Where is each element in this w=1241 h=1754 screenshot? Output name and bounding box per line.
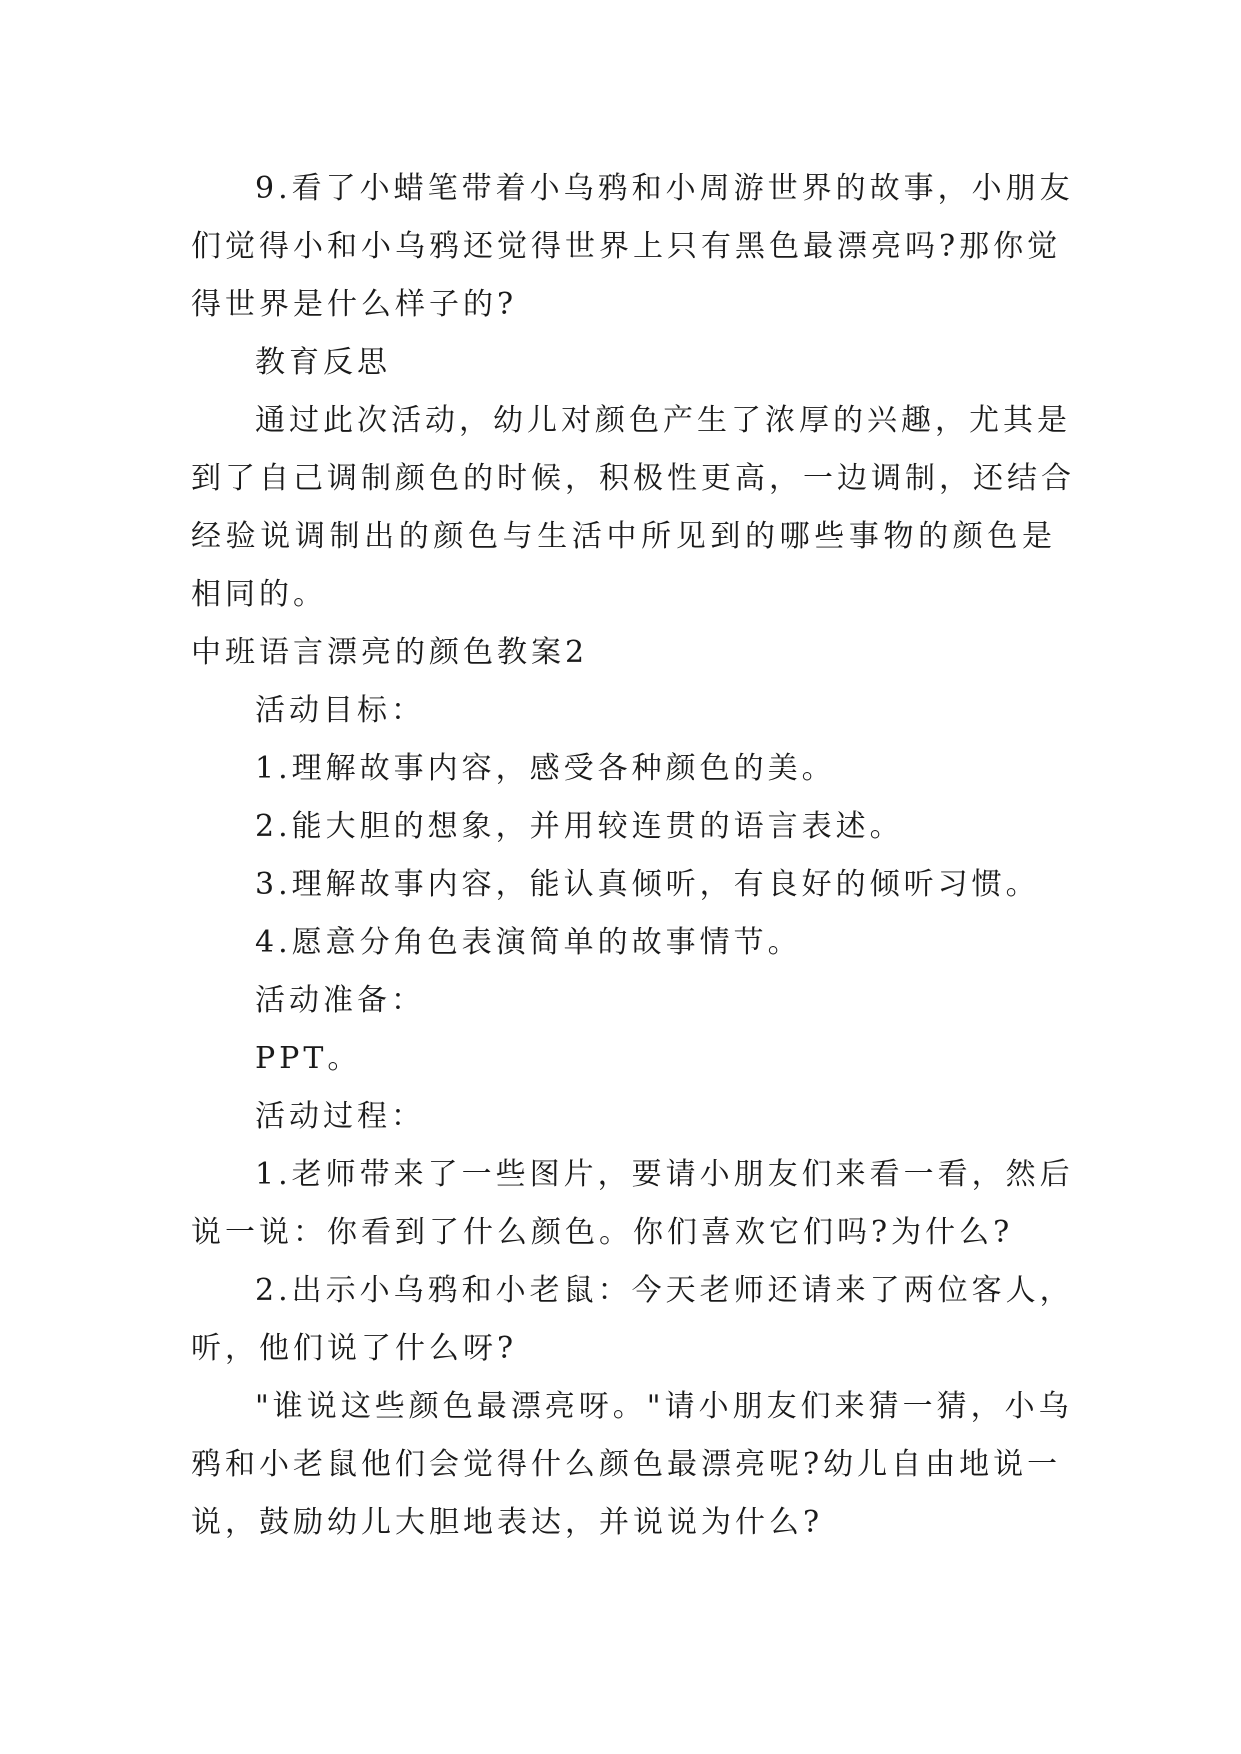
document-page	[191, 160, 1075, 1552]
paragraph-line: 9.看了小蜡笔带着小乌鸦和小周游世界的故事，小朋友	[255, 171, 1074, 206]
document-title: 中班语言漂亮的颜色教案2	[191, 635, 589, 670]
paragraph-line: 说一说：你看到了什么颜色。你们喜欢它们吗?为什么?	[191, 1215, 1014, 1250]
paragraph-line: PPT。	[255, 1041, 362, 1076]
paragraph-line: "谁说这些颜色最漂亮呀。"请小朋友们来猜一猜，小乌	[255, 1389, 1073, 1424]
list-item: 3.理解故事内容，能认真倾听，有良好的倾听习惯。	[255, 867, 1040, 902]
paragraph-line: 1.老师带来了一些图片，要请小朋友们来看一看，然后	[255, 1157, 1074, 1192]
section-heading: 活动准备：	[255, 983, 425, 1018]
paragraph-line: 相同的。	[191, 577, 327, 612]
paragraph-line: 得世界是什么样子的?	[191, 287, 518, 322]
section-heading: 活动过程：	[255, 1099, 425, 1134]
paragraph-line: 经验说调制出的颜色与生活中所见到的哪些事物的颜色是	[191, 519, 1056, 554]
paragraph-line: 听，他们说了什么呀?	[191, 1331, 518, 1366]
section-heading: 活动目标：	[255, 693, 425, 728]
paragraph-line: 通过此次活动，幼儿对颜色产生了浓厚的兴趣，尤其是	[255, 403, 1071, 438]
list-item: 2.能大胆的想象，并用较连贯的语言表述。	[255, 809, 904, 844]
paragraph-line: 到了自己调制颜色的时候，积极性更高，一边调制，还结合	[191, 461, 1075, 496]
list-item: 1.理解故事内容，感受各种颜色的美。	[255, 751, 836, 786]
section-heading: 教育反思	[255, 345, 391, 380]
paragraph-line: 2.出示小乌鸦和小老鼠：今天老师还请来了两位客人，	[255, 1273, 1074, 1308]
paragraph-line: 说，鼓励幼儿大胆地表达，并说说为什么?	[191, 1505, 824, 1540]
paragraph-line: 们觉得小和小乌鸦还觉得世界上只有黑色最漂亮吗?那你觉	[191, 229, 1062, 264]
paragraph-line: 鸦和小老鼠他们会觉得什么颜色最漂亮呢?幼儿自由地说一	[191, 1447, 1062, 1482]
list-item: 4.愿意分角色表演简单的故事情节。	[255, 925, 802, 960]
